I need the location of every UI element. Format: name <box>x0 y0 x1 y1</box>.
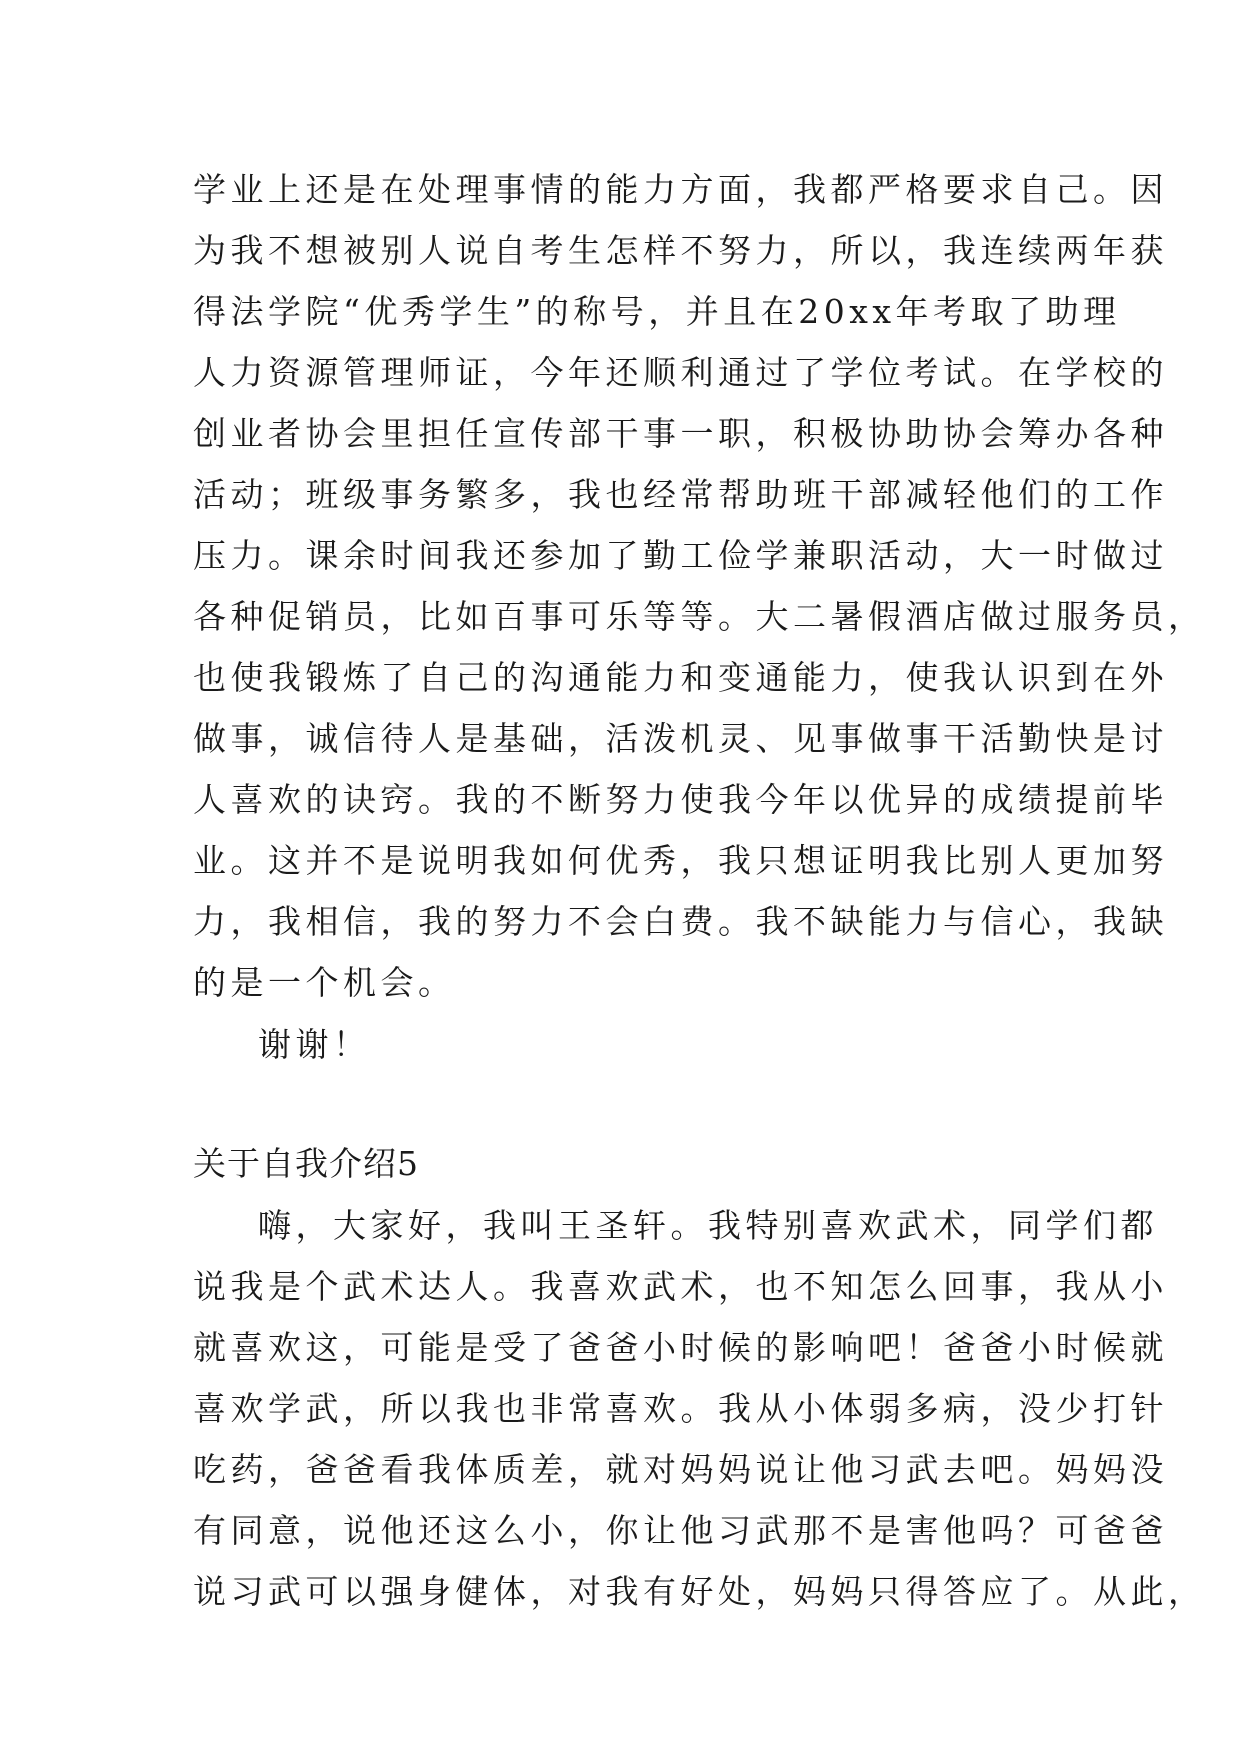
paragraph-line: 为我不想被别人说自考生怎样不努力，所以，我连续两年获 <box>193 231 1168 270</box>
paragraph-line: 就喜欢这，可能是受了爸爸小时候的影响吧！爸爸小时候就 <box>193 1328 1168 1367</box>
paragraph-line: 嗨，大家好，我叫王圣轩。我特别喜欢武术，同学们都 <box>258 1206 1158 1245</box>
paragraph-line: 的是一个机会。 <box>193 963 456 1002</box>
paragraph-line: 喜欢学武，所以我也非常喜欢。我从小体弱多病，没少打针 <box>193 1389 1168 1428</box>
paragraph-line: 活动；班级事务繁多，我也经常帮助班干部减轻他们的工作 <box>193 475 1168 514</box>
closing-text: 谢谢！ <box>258 1025 371 1064</box>
section-heading: 关于自我介绍5 <box>193 1144 419 1183</box>
paragraph-line: 业。这并不是说明我如何优秀，我只想证明我比别人更加努 <box>193 841 1168 880</box>
paragraph-line: 做事，诚信待人是基础，活泼机灵、见事做事干活勤快是讨 <box>193 719 1168 758</box>
paragraph-line: 各种促销员，比如百事可乐等等。大二暑假酒店做过服务员， <box>193 597 1206 636</box>
paragraph-line: 学业上还是在处理事情的能力方面，我都严格要求自己。因 <box>193 170 1168 209</box>
paragraph-line: 人喜欢的诀窍。我的不断努力使我今年以优异的成绩提前毕 <box>193 780 1168 819</box>
paragraph-line: 力，我相信，我的努力不会白费。我不缺能力与信心，我缺 <box>193 902 1168 941</box>
paragraph-line: 人力资源管理师证，今年还顺利通过了学位考试。在学校的 <box>193 353 1168 392</box>
paragraph-line: 创业者协会里担任宣传部干事一职，积极协助协会筹办各种 <box>193 414 1168 453</box>
paragraph-line: 说习武可以强身健体，对我有好处，妈妈只得答应了。从此， <box>193 1572 1206 1611</box>
paragraph-line: 压力。课余时间我还参加了勤工俭学兼职活动，大一时做过 <box>193 536 1168 575</box>
paragraph-line: 说我是个武术达人。我喜欢武术，也不知怎么回事，我从小 <box>193 1267 1168 1306</box>
paragraph-line: 吃药，爸爸看我体质差，就对妈妈说让他习武去吧。妈妈没 <box>193 1450 1168 1489</box>
paragraph-line: 有同意，说他还这么小，你让他习武那不是害他吗？可爸爸 <box>193 1511 1168 1550</box>
paragraph-line: 也使我锻炼了自己的沟通能力和变通能力，使我认识到在外 <box>193 658 1168 697</box>
paragraph-line: 得法学院“优秀学生”的称号，并且在20xx年考取了助理 <box>193 292 1121 331</box>
